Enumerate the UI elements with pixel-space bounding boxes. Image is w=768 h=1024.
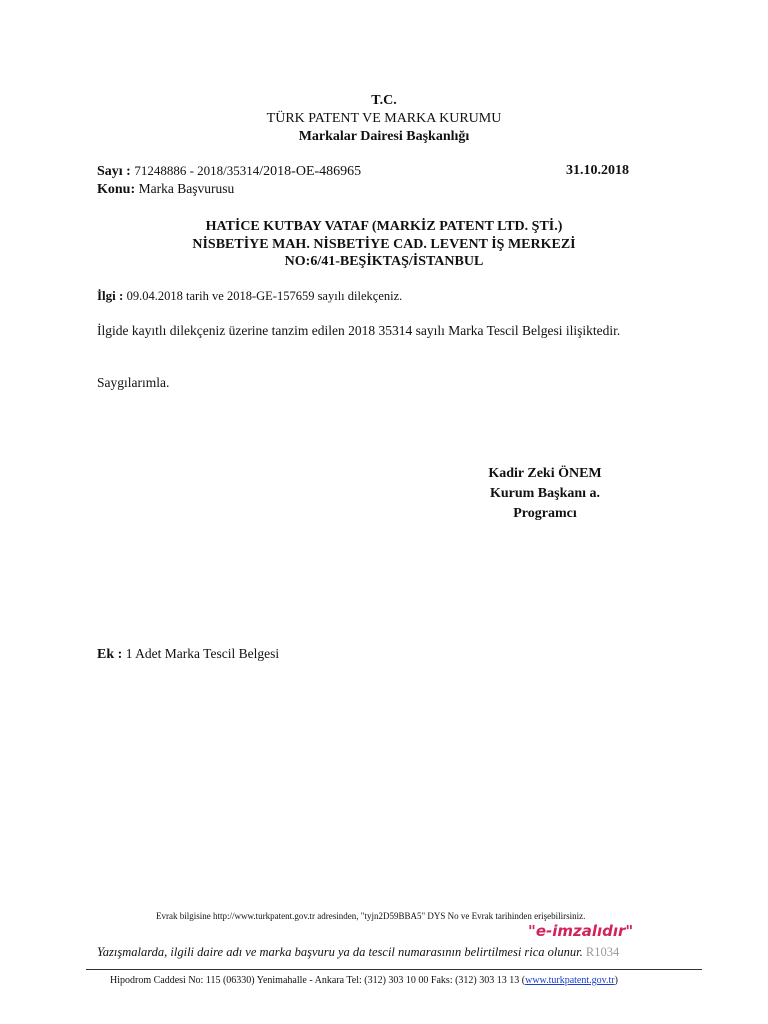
ilgi-text: 09.04.2018 tarih ve 2018-GE-157659 sayılı dilekçeniz.: [126, 289, 403, 303]
header-institution: TÜRK PATENT VE MARKA KURUMU: [266, 111, 502, 126]
address-end: ): [614, 975, 618, 986]
body-paragraph: İlgide kayıtlı dilekçeniz üzerine tanzim edilen 2018 35314 sayılı Marka Tescil Belgesi ilişiktedir.: [97, 323, 621, 338]
sayi-suffix: /2018-OE-486965: [259, 164, 362, 179]
recipient-line-1: HATİCE KUTBAY VATAF (MARKİZ PATENT LTD. ŞTİ.): [205, 219, 563, 234]
footer-divider: [86, 969, 702, 970]
correspondence-note: [97, 945, 619, 960]
website-link[interactable]: www.turkpatent.gov.tr: [525, 975, 615, 986]
attachment-label: Ek :: [97, 647, 123, 662]
recipient-line-2: NİSBETİYE MAH. NİSBETİYE CAD. LEVENT İŞ MERKEZİ: [192, 237, 576, 252]
signatory-role: Programcı: [513, 506, 577, 521]
ilgi-line: [97, 288, 402, 304]
konu-line: [97, 181, 234, 198]
sayi-line: [97, 163, 361, 180]
header-department: Markalar Dairesi Başkanlığı: [298, 129, 470, 144]
verification-note: Evrak bilgisine http://www.turkpatent.gov.tr adresinden, "tyjn2D59BBA5" DYS No ve Evrak tarihinden erişebilirsiniz.: [156, 911, 586, 921]
signatory-name: Kadir Zeki ÖNEM: [488, 466, 602, 481]
signatory-title: Kurum Başkanı a.: [489, 486, 601, 501]
correspondence-note-text: Yazışmalarda, ilgili daire adı ve marka başvuru ya da tescil numarasının belirtilmesi rica olunur.: [97, 945, 583, 959]
attachment-text: 1 Adet Marka Tescil Belgesi: [125, 646, 280, 661]
sayi-value: 71248886 - 2018/35314: [134, 163, 260, 178]
recipient-line-3: NO:6/41-BEŞİKTAŞ/İSTANBUL: [284, 254, 484, 269]
document-date: 31.10.2018: [566, 163, 629, 178]
konu-label: Konu:: [97, 182, 136, 197]
e-signature-stamp: "e-imzalıdır": [528, 922, 634, 940]
form-code: R1034: [585, 945, 620, 959]
signature-block: [470, 464, 620, 524]
footer-address: [110, 975, 618, 986]
address-text: Hipodrom Caddesi No: 115 (06330) Yenimahalle - Ankara Tel: (312) 303 10 00 Faks: (312) 303 13 13 (: [110, 975, 526, 986]
ilgi-label: İlgi :: [97, 288, 124, 303]
konu-value: Marka Başvurusu: [138, 181, 235, 196]
attachment-line: [97, 646, 279, 663]
header-tc: T.C.: [371, 93, 397, 108]
closing-text: Saygılarımla.: [97, 375, 170, 390]
sayi-label: Sayı :: [97, 164, 131, 179]
